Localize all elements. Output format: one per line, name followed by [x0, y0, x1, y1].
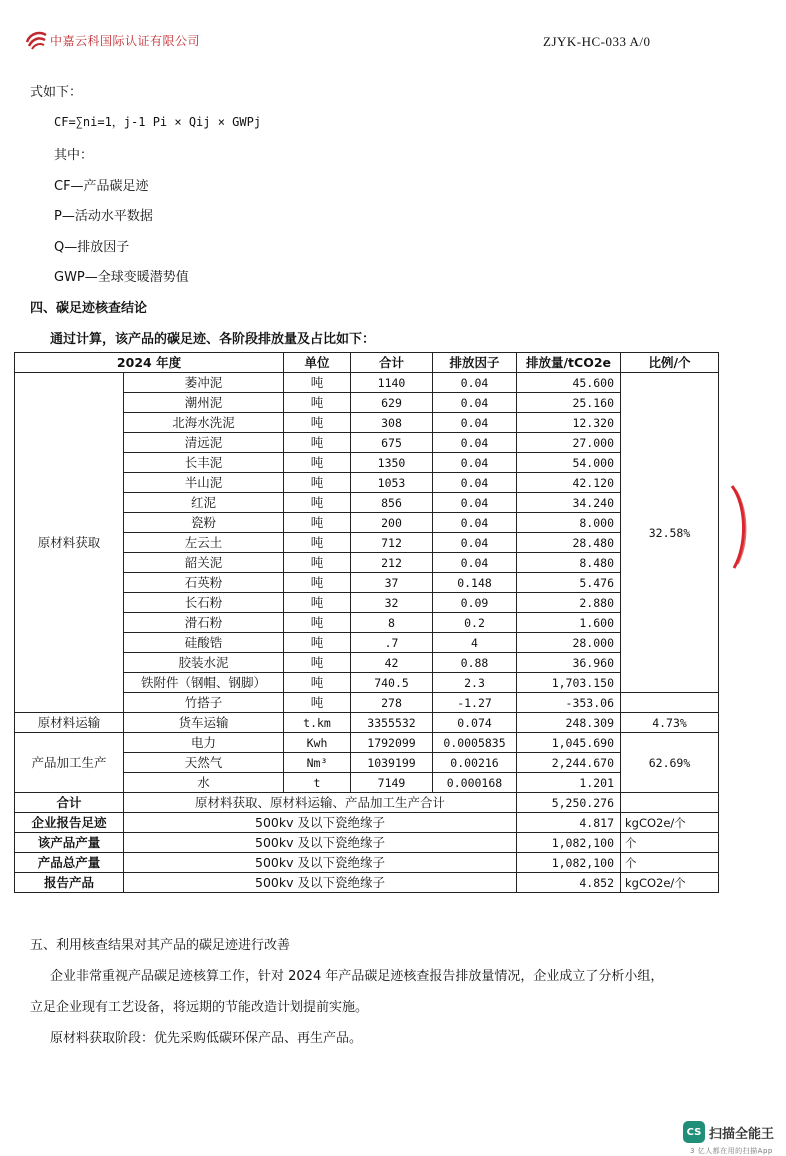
item-emission: 2,244.670	[517, 753, 621, 773]
summary-value: 4.817	[517, 813, 621, 833]
item-emission: 28.480	[517, 533, 621, 553]
item-factor: 0.000168	[433, 773, 517, 793]
table-row	[15, 713, 719, 733]
item-factor: 0.04	[433, 373, 517, 393]
header-ratio: 比例/个	[621, 353, 719, 373]
summary-row	[15, 833, 719, 853]
item-unit: 吨	[284, 553, 351, 573]
formula-def-q: Q—排放因子	[54, 240, 130, 255]
item-emission: -353.06	[517, 693, 621, 713]
item-unit: t	[284, 773, 351, 793]
summary-unit: 个	[621, 833, 719, 853]
item-name: 萎冲泥	[124, 373, 284, 393]
item-factor: 0.04	[433, 473, 517, 493]
section5-paragraph-1a: 企业非常重视产品碳足迹核算工作，针对 2024 年产品碳足迹核查报告排放量情况，企业成立了分析小组，	[50, 969, 664, 984]
item-emission: 36.960	[517, 653, 621, 673]
item-name: 左云土	[124, 533, 284, 553]
summary-description: 500kv 及以下瓷绝缘子	[124, 853, 517, 873]
section4-title: 四、碳足迹核查结论	[30, 301, 148, 316]
item-total: 1053	[351, 473, 433, 493]
table-header-row	[15, 353, 719, 373]
item-factor: 0.88	[433, 653, 517, 673]
item-total: 3355532	[351, 713, 433, 733]
item-emission: 34.240	[517, 493, 621, 513]
item-emission: 8.000	[517, 513, 621, 533]
summary-label: 该产品产量	[15, 833, 124, 853]
item-unit: t.km	[284, 713, 351, 733]
item-unit: 吨	[284, 653, 351, 673]
formula-where: 其中：	[54, 148, 94, 163]
item-factor: 0.0005835	[433, 733, 517, 753]
item-factor: 0.04	[433, 513, 517, 533]
empty-ratio-cell	[621, 693, 719, 713]
item-total: 629	[351, 393, 433, 413]
item-name: 瓷粉	[124, 513, 284, 533]
item-emission: 45.600	[517, 373, 621, 393]
item-name: 石英粉	[124, 573, 284, 593]
item-factor: 0.04	[433, 393, 517, 413]
cs-app-name: 扫描全能王	[709, 1126, 775, 1142]
item-name: 竹搭子	[124, 693, 284, 713]
item-total: 712	[351, 533, 433, 553]
item-unit: Kwh	[284, 733, 351, 753]
item-emission: 5.476	[517, 573, 621, 593]
summary-unit: kgCO2e/个	[621, 873, 719, 893]
item-factor: 0.2	[433, 613, 517, 633]
item-emission: 1,045.690	[517, 733, 621, 753]
item-total: 740.5	[351, 673, 433, 693]
item-name: 红泥	[124, 493, 284, 513]
summary-unit: 个	[621, 853, 719, 873]
cs-app-tagline: 3 亿人都在用的扫描App	[690, 1147, 773, 1155]
item-unit: 吨	[284, 453, 351, 473]
item-name: 天然气	[124, 753, 284, 773]
item-name: 水	[124, 773, 284, 793]
summary-description: 500kv 及以下瓷绝缘子	[124, 813, 517, 833]
summary-label: 合计	[15, 793, 124, 813]
item-name: 潮州泥	[124, 393, 284, 413]
scanner-watermark	[683, 1121, 774, 1143]
header-total: 合计	[351, 353, 433, 373]
item-name: 滑石粉	[124, 613, 284, 633]
item-unit: 吨	[284, 493, 351, 513]
item-name: 北海水洗泥	[124, 413, 284, 433]
item-factor: 2.3	[433, 673, 517, 693]
item-total: 200	[351, 513, 433, 533]
item-emission: 1.201	[517, 773, 621, 793]
item-factor: 0.148	[433, 573, 517, 593]
item-emission: 2.880	[517, 593, 621, 613]
summary-row	[15, 793, 719, 813]
stage-label-production: 产品加工生产	[15, 733, 124, 793]
item-name: 铁附件（钢帽、钢脚）	[124, 673, 284, 693]
item-total: .7	[351, 633, 433, 653]
item-name: 硅酸锆	[124, 633, 284, 653]
header-year: 2024 年度	[15, 353, 284, 373]
summary-description: 500kv 及以下瓷绝缘子	[124, 833, 517, 853]
item-factor: 0.074	[433, 713, 517, 733]
item-unit: 吨	[284, 593, 351, 613]
item-emission: 42.120	[517, 473, 621, 493]
item-emission: 27.000	[517, 433, 621, 453]
table-row	[15, 733, 719, 753]
item-unit: 吨	[284, 673, 351, 693]
item-factor: 0.04	[433, 433, 517, 453]
item-unit: 吨	[284, 433, 351, 453]
item-emission: 248.309	[517, 713, 621, 733]
item-total: 32	[351, 593, 433, 613]
item-total: 42	[351, 653, 433, 673]
item-total: 8	[351, 613, 433, 633]
item-factor: -1.27	[433, 693, 517, 713]
item-emission: 28.000	[517, 633, 621, 653]
header-unit: 单位	[284, 353, 351, 373]
item-factor: 0.00216	[433, 753, 517, 773]
section5-paragraph-1b: 立足企业现有工艺设备，将远期的节能改造计划提前实施。	[30, 1000, 369, 1015]
summary-unit: kgCO2e/个	[621, 813, 719, 833]
item-name: 长丰泥	[124, 453, 284, 473]
item-unit: 吨	[284, 393, 351, 413]
item-total: 212	[351, 553, 433, 573]
item-factor: 0.04	[433, 493, 517, 513]
cs-app-icon: CS	[683, 1121, 705, 1143]
section5-title: 五、利用核查结果对其产品的碳足迹进行改善	[30, 938, 291, 953]
item-factor: 0.04	[433, 553, 517, 573]
item-name: 长石粉	[124, 593, 284, 613]
item-total: 1792099	[351, 733, 433, 753]
stage-label-raw-material: 原材料获取	[15, 373, 124, 713]
red-seal-edge	[728, 484, 752, 570]
item-unit: 吨	[284, 633, 351, 653]
company-name: 中嘉云科国际认证有限公司	[50, 33, 201, 48]
stage-ratio-production: 62.69%	[621, 733, 719, 793]
summary-description: 原材料获取、原材料运输、产品加工生产合计	[124, 793, 517, 813]
formula-def-p: P—活动水平数据	[54, 209, 153, 224]
item-unit: 吨	[284, 533, 351, 553]
item-factor: 0.09	[433, 593, 517, 613]
item-factor: 0.04	[433, 533, 517, 553]
header-factor: 排放因子	[433, 353, 517, 373]
item-unit: 吨	[284, 693, 351, 713]
item-unit: 吨	[284, 513, 351, 533]
item-total: 1140	[351, 373, 433, 393]
summary-label: 企业报告足迹	[15, 813, 124, 833]
item-total: 1350	[351, 453, 433, 473]
formula-equation: CF=∑ni=1，j-1 Pi × Qij × GWPj	[54, 115, 262, 129]
stage-label-transport: 原材料运输	[15, 713, 124, 733]
item-unit: 吨	[284, 613, 351, 633]
item-total: 675	[351, 433, 433, 453]
item-total: 37	[351, 573, 433, 593]
item-total: 1039199	[351, 753, 433, 773]
item-total: 7149	[351, 773, 433, 793]
summary-row	[15, 853, 719, 873]
item-factor: 0.04	[433, 413, 517, 433]
item-name: 电力	[124, 733, 284, 753]
summary-value: 4.852	[517, 873, 621, 893]
item-emission: 12.320	[517, 413, 621, 433]
item-name: 韶关泥	[124, 553, 284, 573]
item-emission: 1,703.150	[517, 673, 621, 693]
item-unit: 吨	[284, 573, 351, 593]
header-emission: 排放量/tCO2e	[517, 353, 621, 373]
item-factor: 0.04	[433, 453, 517, 473]
item-emission: 25.160	[517, 393, 621, 413]
summary-description: 500kv 及以下瓷绝缘子	[124, 873, 517, 893]
document-code: ZJYK-HC-033 A/0	[543, 34, 651, 49]
carbon-footprint-table	[14, 352, 719, 893]
item-unit: 吨	[284, 413, 351, 433]
company-logo-icon	[24, 30, 48, 50]
stage-ratio-transport: 4.73%	[621, 713, 719, 733]
summary-label: 产品总产量	[15, 853, 124, 873]
item-name: 货车运输	[124, 713, 284, 733]
company-logo	[24, 30, 200, 50]
summary-label: 报告产品	[15, 873, 124, 893]
item-name: 清远泥	[124, 433, 284, 453]
item-total: 308	[351, 413, 433, 433]
summary-row	[15, 873, 719, 893]
formula-def-gwp: GWP—全球变暖潜势值	[54, 270, 189, 285]
item-unit: Nm³	[284, 753, 351, 773]
summary-value: 1,082,100	[517, 853, 621, 873]
summary-value: 1,082,100	[517, 833, 621, 853]
item-unit: 吨	[284, 373, 351, 393]
stage-ratio-raw-material: 32.58%	[621, 373, 719, 693]
item-unit: 吨	[284, 473, 351, 493]
item-emission: 1.600	[517, 613, 621, 633]
item-emission: 54.000	[517, 453, 621, 473]
summary-unit	[621, 793, 719, 813]
item-total: 278	[351, 693, 433, 713]
summary-value: 5,250.276	[517, 793, 621, 813]
formula-intro: 式如下：	[30, 85, 83, 100]
table-row	[15, 373, 719, 393]
formula-def-cf: CF—产品碳足迹	[54, 179, 149, 194]
summary-row	[15, 813, 719, 833]
section4-intro: 通过计算，该产品的碳足迹、各阶段排放量及占比如下：	[50, 332, 376, 347]
item-factor: 4	[433, 633, 517, 653]
item-name: 胶装水泥	[124, 653, 284, 673]
item-name: 半山泥	[124, 473, 284, 493]
item-emission: 8.480	[517, 553, 621, 573]
item-total: 856	[351, 493, 433, 513]
section5-paragraph-2: 原材料获取阶段：优先采购低碳环保产品、再生产品。	[50, 1031, 363, 1046]
